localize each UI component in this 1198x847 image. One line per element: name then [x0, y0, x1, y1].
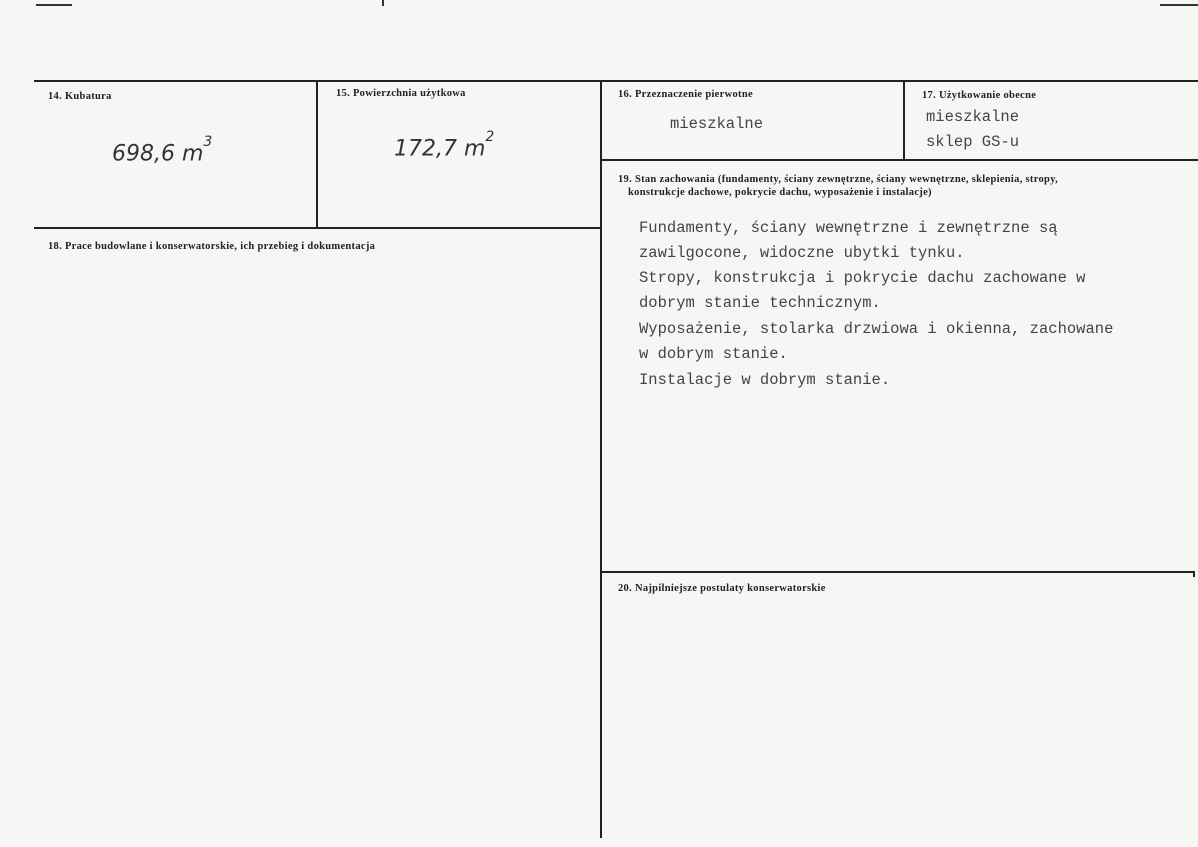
- row-divider-right: [601, 159, 1198, 161]
- field-19-line-3: Stropy, konstrukcja i pokrycie dachu zachowane w: [639, 269, 1086, 287]
- edge-mark-right: [1160, 4, 1198, 6]
- field-15-value-text: 172,7 m: [394, 136, 486, 162]
- field-19-line-2: zawilgocone, widoczne ubytki tynku.: [639, 244, 965, 262]
- field-15-value-exponent: 2: [485, 129, 495, 145]
- field-19-label-line-1: 19. Stan zachowania (fundamenty, ściany zewnętrzne, ściany wewnętrzne, sklepienia, stropy,: [618, 174, 1059, 185]
- field-17-line-1: mieszkalne: [926, 108, 1020, 126]
- field-19-line-7: Instalacje w dobrym stanie.: [639, 371, 891, 389]
- divider-19-20: [601, 571, 1193, 573]
- field-19-line-5: Wyposażenie, stolarka drzwiowa i okienna, zachowane: [639, 320, 1114, 338]
- field-20-label: 20. Najpilniejsze postulaty konserwatorskie: [618, 583, 826, 594]
- field-16-label: 16. Przeznaczenie pierwotne: [618, 89, 753, 100]
- field-17-label: 17. Użytkowanie obecne: [922, 90, 1037, 101]
- field-14-value-exponent: 3: [203, 134, 213, 150]
- field-19-line-1: Fundamenty, ściany wewnętrzne i zewnętrzne są: [639, 219, 1058, 237]
- top-border: [34, 80, 1198, 82]
- divider-14-15: [316, 80, 318, 228]
- field-15-value: [394, 129, 495, 162]
- row-divider-left: [34, 227, 601, 229]
- edge-tick: [382, 0, 384, 6]
- field-19-line-4: dobrym stanie technicznym.: [639, 294, 881, 312]
- field-15-label: 15. Powierzchnia użytkowa: [336, 88, 466, 99]
- field-18-label: 18. Prace budowlane i konserwatorskie, ich przebieg i dokumentacja: [48, 241, 376, 252]
- field-17-line-2: sklep GS-u: [926, 133, 1020, 151]
- divider-16-17: [903, 80, 905, 160]
- edge-mark-left: [36, 4, 72, 6]
- field-14-value: [112, 134, 213, 167]
- field-14-label: 14. Kubatura: [48, 91, 112, 102]
- field-19-line-6: w dobrym stanie.: [639, 345, 788, 363]
- main-column-divider: [600, 80, 602, 838]
- right-edge-line: [1193, 571, 1195, 577]
- field-14-value-text: 698,6 m: [112, 141, 204, 167]
- field-19-label-line-2: konstrukcje dachowe, pokrycie dachu, wyposażenie i instalacje): [628, 187, 932, 198]
- field-16-value: mieszkalne: [670, 115, 764, 133]
